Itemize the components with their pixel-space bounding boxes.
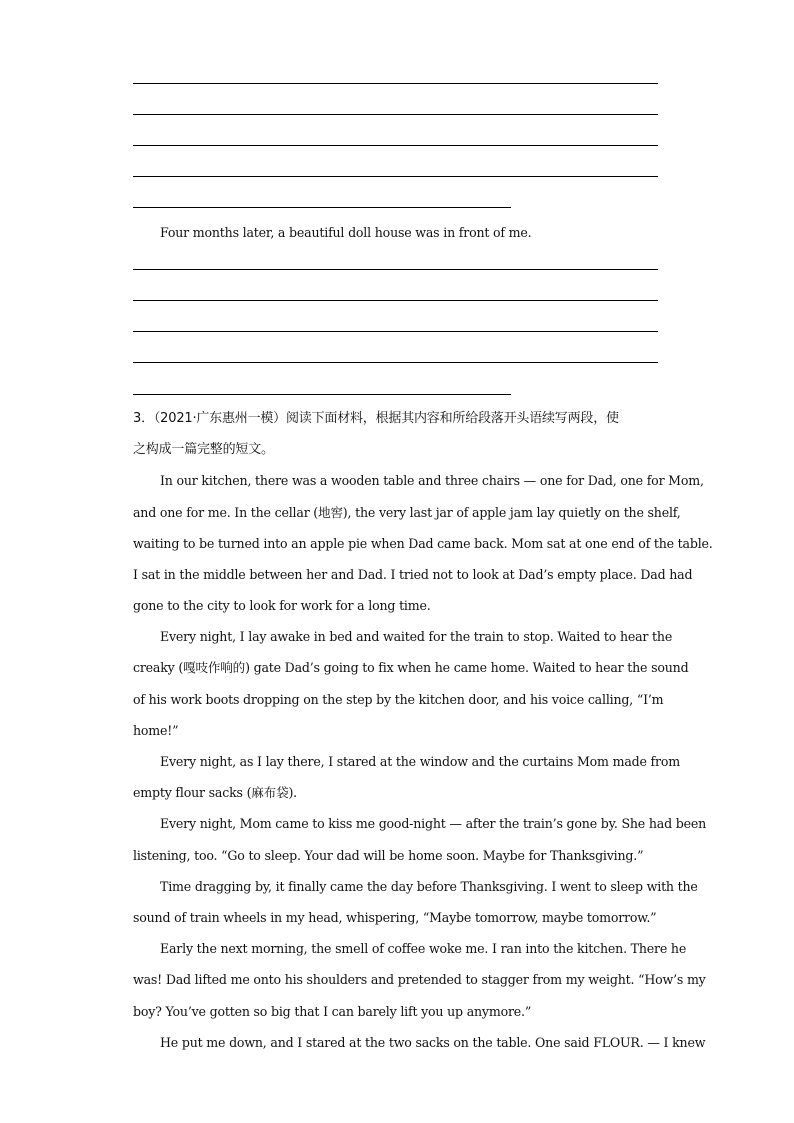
answer-line [133, 362, 658, 363]
answer-line [133, 394, 511, 395]
passage-line: home!” [133, 723, 179, 738]
passage-line: gone to the city to look for work for a long time. [133, 598, 431, 613]
passage-line: Early the next morning, the smell of coffee woke me. I ran into the kitchen. There he [160, 941, 687, 956]
question-instruction: 之构成一篇完整的短文。 [133, 442, 274, 457]
passage-line: was! Dad lifted me onto his shoulders and pretended to stagger from my weight. “How’s my [133, 972, 706, 987]
answer-line [133, 269, 658, 270]
answer-line [133, 83, 658, 84]
answer-line [133, 207, 511, 208]
passage-line: Every night, as I lay there, I stared at the window and the curtains Mom made from [160, 754, 680, 769]
answer-line [133, 114, 658, 115]
passage-line: of his work boots dropping on the step by the kitchen door, and his voice calling, “I’m [133, 692, 664, 707]
passage-line: Every night, Mom came to kiss me good-night — after the train’s gone by. She had been [160, 816, 707, 831]
answer-line [133, 300, 658, 301]
passage-line: and one for me. In the cellar (地窖), the very last jar of apple jam lay quietly on the shelf, [133, 505, 681, 520]
passage-line: sound of train wheels in my head, whispering, “Maybe tomorrow, maybe tomorrow.” [133, 910, 657, 925]
passage-line: waiting to be turned into an apple pie when Dad came back. Mom sat at one end of the table. [133, 536, 713, 551]
passage-line: Time dragging by, it finally came the day before Thanksgiving. I went to sleep with the [160, 879, 698, 894]
passage-line: He put me down, and I stared at the two sacks on the table. One said FLOUR. — I knew [160, 1035, 706, 1050]
passage-line: I sat in the middle between her and Dad. I tried not to look at Dad’s empty place. Dad had [133, 567, 693, 582]
passage-line: boy? You’ve gotten so big that I can barely lift you up anymore.” [133, 1004, 532, 1019]
answer-line [133, 176, 658, 177]
answer-line [133, 331, 658, 332]
passage-line: listening, too. “Go to sleep. Your dad will be home soon. Maybe for Thanksgiving.” [133, 848, 644, 863]
answer-line [133, 145, 658, 146]
passage-line: Every night, I lay awake in bed and waited for the train to stop. Waited to hear the [160, 629, 673, 644]
passage-line: In our kitchen, there was a wooden table and three chairs — one for Dad, one for Mom, [160, 473, 704, 488]
passage-line: empty flour sacks (麻布袋). [133, 785, 297, 800]
continuation-prompt: Four months later, a beautiful doll house was in front of me. [160, 225, 532, 240]
passage-line: creaky (嘎吱作响的) gate Dad’s going to fix when he came home. Waited to hear the sound [133, 660, 689, 675]
question-instruction: 3．（2021·广东惠州一模）阅读下面材料，根据其内容和所给段落开头语续写两段，使 [133, 411, 619, 426]
